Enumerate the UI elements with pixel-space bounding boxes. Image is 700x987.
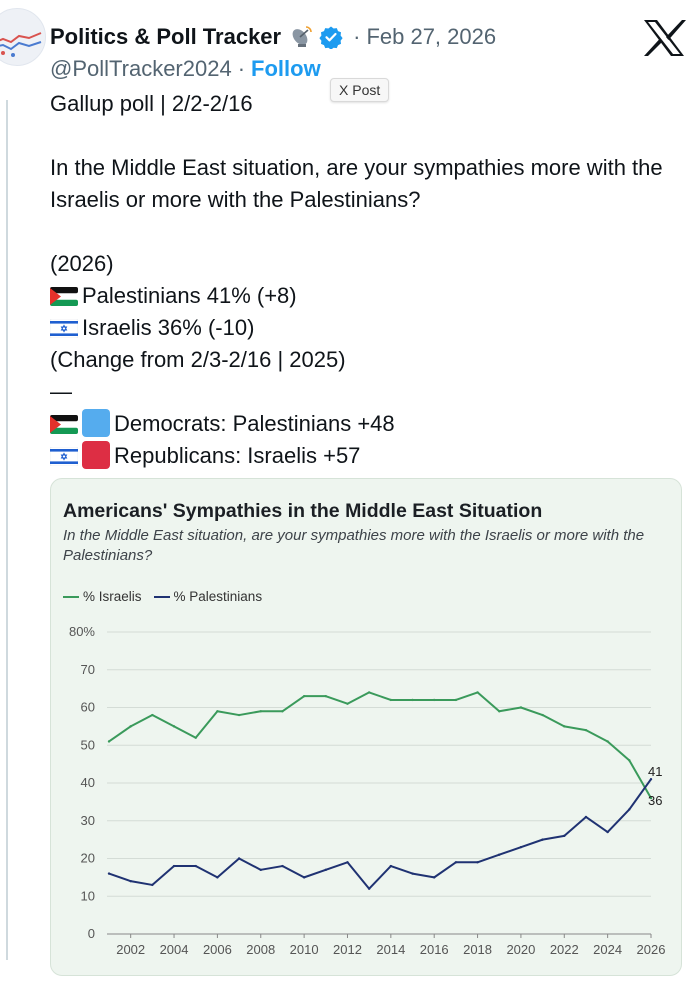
follow-separator: ·	[237, 56, 246, 81]
data-point	[195, 737, 197, 739]
israel-flag-icon	[50, 319, 78, 338]
palestine-flag-icon	[50, 415, 78, 434]
data-point	[585, 816, 587, 818]
data-point	[411, 872, 413, 874]
post-text	[50, 88, 680, 472]
post-line-change: (Change from 2/3-2/16 | 2025)	[50, 347, 346, 372]
data-point	[195, 865, 197, 867]
legend-palestinians	[154, 589, 263, 604]
y-tick-label: 70	[80, 661, 95, 677]
data-point	[108, 740, 110, 742]
data-point	[129, 880, 131, 882]
data-point	[390, 699, 392, 701]
x-logo-icon[interactable]	[642, 18, 686, 58]
y-tick-label: 20	[80, 850, 95, 866]
chart-legend	[63, 589, 274, 604]
y-tick-label: 80%	[68, 624, 95, 639]
chart-subtitle: In the Middle East situation, are your sympathies more with the Israelis or more with the Palestinians?	[63, 527, 645, 564]
author-avatar[interactable]	[0, 8, 46, 66]
data-point	[325, 869, 327, 871]
palestinians-line	[109, 779, 651, 888]
data-point	[173, 725, 175, 727]
post-line-question: In the Middle East situation, are your sympathies more with the Israelis or more with the Palestinians?	[50, 155, 663, 212]
data-point	[281, 710, 283, 712]
data-point	[455, 861, 457, 863]
post-line-israelis	[50, 312, 680, 344]
post-line-poll: Gallup poll | 2/2-2/16	[50, 91, 253, 116]
author-name[interactable]: Politics & Poll Tracker	[50, 24, 282, 49]
data-point	[346, 703, 348, 705]
x-tick-label: 2016	[419, 942, 449, 957]
data-point	[325, 695, 327, 697]
x-tick-label: 2010	[289, 942, 319, 957]
y-tick-label: 30	[80, 812, 95, 828]
data-point	[606, 831, 608, 833]
y-tick-label: 0	[87, 926, 95, 941]
data-point	[476, 691, 478, 693]
legend-israelis-swatch	[63, 596, 79, 598]
legend-palestinians-swatch	[154, 596, 170, 598]
data-point	[346, 861, 348, 863]
data-point	[260, 869, 262, 871]
data-point	[520, 706, 522, 708]
x-tick-label: 2006	[202, 942, 232, 957]
post-line-year: (2026)	[50, 251, 114, 276]
israelis-result: Israelis 36% (-10)	[82, 315, 255, 340]
data-point	[303, 695, 305, 697]
y-tick-label: 10	[80, 888, 95, 904]
x-post-tooltip: X Post	[330, 78, 389, 102]
date-separator: ·	[353, 24, 361, 49]
data-point	[216, 710, 218, 712]
data-point	[563, 835, 565, 837]
legend-israelis-label: % Israelis	[83, 589, 142, 604]
x-tick-label: 2008	[246, 942, 276, 957]
data-point	[238, 857, 240, 859]
data-point	[498, 854, 500, 856]
data-point	[260, 710, 262, 712]
post-date[interactable]: Feb 27, 2026	[366, 24, 497, 49]
y-tick-label: 50	[80, 737, 95, 753]
x-tick-label: 2004	[159, 942, 189, 957]
post-line-divider: —	[50, 379, 72, 404]
red-square-icon	[82, 441, 110, 469]
data-point	[628, 808, 630, 810]
x-tick-label: 2012	[333, 942, 362, 957]
author-handle[interactable]: @PollTracker2024	[50, 56, 232, 81]
data-point	[520, 846, 522, 848]
verified-badge-icon[interactable]	[319, 25, 343, 49]
y-tick-label: 60	[80, 699, 95, 715]
end-value-label: 41	[648, 764, 663, 780]
avatar-chart-image	[0, 9, 45, 65]
x-tick-label: 2022	[549, 942, 579, 957]
post-line-democrats	[50, 408, 680, 440]
data-point	[628, 759, 630, 761]
x-tick-label: 2002	[116, 942, 146, 957]
data-point	[108, 872, 110, 874]
x-tick-label: 2026	[636, 942, 666, 957]
data-point	[411, 699, 413, 701]
data-point	[541, 714, 543, 716]
legend-palestinians-label: % Palestinians	[173, 589, 263, 604]
post-line-republicans	[50, 440, 680, 472]
thread-rail	[6, 100, 8, 960]
data-point	[606, 740, 608, 742]
data-point	[541, 838, 543, 840]
data-point	[368, 888, 370, 890]
line-chart	[51, 619, 681, 964]
republicans-result: Republicans: Israelis +57	[114, 443, 361, 468]
data-point	[281, 865, 283, 867]
data-point	[455, 699, 457, 701]
x-tick-label: 2018	[463, 942, 493, 957]
x-tick-label: 2020	[506, 942, 536, 957]
data-point	[433, 876, 435, 878]
israel-flag-icon	[50, 447, 78, 466]
palestine-flag-icon	[50, 287, 78, 306]
legend-israelis	[63, 589, 142, 604]
end-value-label: 36	[648, 793, 663, 809]
palestinians-result: Palestinians 41% (+8)	[82, 283, 297, 308]
data-point	[563, 725, 565, 727]
x-tick-label: 2024	[593, 942, 623, 957]
satellite-dish-icon	[289, 25, 313, 49]
data-point	[129, 725, 131, 727]
data-point	[390, 865, 392, 867]
post-header	[50, 20, 700, 54]
data-point	[151, 714, 153, 716]
data-point	[303, 876, 305, 878]
post-line-palestinians	[50, 280, 680, 312]
data-point	[173, 865, 175, 867]
data-point	[498, 710, 500, 712]
data-point	[216, 876, 218, 878]
chart-title: Americans' Sympathies in the Middle East Situation	[63, 500, 543, 522]
democrats-result: Democrats: Palestinians +48	[114, 411, 395, 436]
chart-card[interactable]	[50, 478, 682, 976]
handle-row	[50, 56, 321, 82]
data-point	[476, 861, 478, 863]
data-point	[433, 699, 435, 701]
data-point	[368, 691, 370, 693]
y-tick-label: 40	[80, 775, 95, 790]
follow-button[interactable]: Follow	[251, 56, 321, 81]
x-tick-label: 2014	[376, 942, 406, 957]
data-point	[151, 884, 153, 886]
data-point	[238, 714, 240, 716]
data-point	[585, 729, 587, 731]
blue-square-icon	[82, 409, 110, 437]
